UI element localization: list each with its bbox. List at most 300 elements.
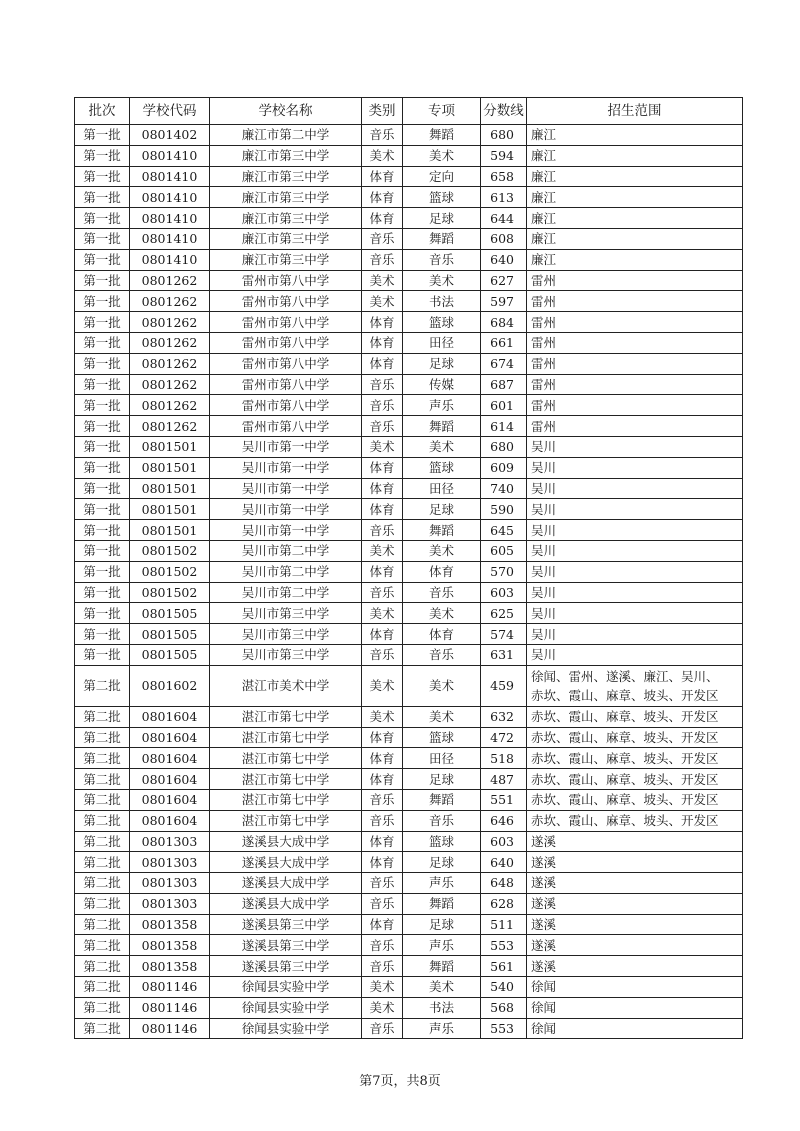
specialty-cell: 书法 [403,997,481,1018]
specialty-cell: 舞蹈 [403,228,481,249]
header-school-code: 学校代码 [130,98,210,125]
enrollment-range-cell [527,457,743,478]
school-name-cell: 吴川市第二中学 [210,582,362,603]
category-cell: 体育 [362,499,403,520]
batch-cell: 第二批 [75,893,130,914]
header-category: 类别 [362,98,403,125]
enrollment-range-line: 徐闻、雷州、遂溪、廉江、吴川、 [531,668,719,684]
category-cell: 美术 [362,436,403,457]
school-code-cell: 0801262 [130,416,210,437]
enrollment-range-line: 廉江 [531,168,557,184]
school-name-cell: 廉江市第三中学 [210,249,362,270]
enrollment-range-line: 遂溪 [531,937,557,953]
score-line-cell: 511 [481,914,527,935]
school-name-cell: 吴川市第一中学 [210,478,362,499]
category-cell: 体育 [362,748,403,769]
enrollment-range-cell [527,997,743,1018]
table-row [75,727,743,748]
enrollment-range-line: 吴川 [531,522,557,538]
enrollment-range-cell [527,166,743,187]
batch-cell: 第二批 [75,997,130,1018]
school-name-cell: 廉江市第三中学 [210,228,362,249]
table-row [75,977,743,998]
category-cell: 音乐 [362,228,403,249]
school-code-cell: 0801501 [130,436,210,457]
category-cell: 体育 [362,914,403,935]
batch-cell: 第一批 [75,166,130,187]
batch-cell: 第一批 [75,228,130,249]
enrollment-range-line: 雷州 [531,335,557,351]
header-row [75,98,743,125]
school-name-cell: 吴川市第二中学 [210,561,362,582]
table-row [75,166,743,187]
table-row [75,873,743,894]
enrollment-range-line: 赤坎、霞山、麻章、坡头、开发区 [531,709,719,725]
batch-cell: 第二批 [75,1018,130,1039]
category-cell: 音乐 [362,520,403,541]
batch-cell: 第二批 [75,748,130,769]
table-row [75,852,743,873]
batch-cell: 第一批 [75,291,130,312]
school-code-cell: 0801502 [130,561,210,582]
batch-cell: 第二批 [75,810,130,831]
school-code-cell: 0801303 [130,893,210,914]
table-row [75,997,743,1018]
batch-cell: 第一批 [75,353,130,374]
specialty-cell: 篮球 [403,727,481,748]
specialty-cell: 足球 [403,208,481,229]
score-line-cell: 568 [481,997,527,1018]
category-cell: 体育 [362,831,403,852]
category-cell: 体育 [362,561,403,582]
school-code-cell: 0801501 [130,499,210,520]
school-code-cell: 0801262 [130,291,210,312]
school-name-cell: 遂溪县第三中学 [210,935,362,956]
score-line-cell: 648 [481,873,527,894]
enrollment-range-cell [527,789,743,810]
school-code-cell: 0801505 [130,603,210,624]
category-cell: 音乐 [362,810,403,831]
batch-cell: 第一批 [75,187,130,208]
specialty-cell: 足球 [403,914,481,935]
enrollment-range-cell [527,706,743,727]
school-name-cell: 廉江市第二中学 [210,125,362,146]
school-code-cell: 0801146 [130,1018,210,1039]
score-line-cell: 632 [481,706,527,727]
school-name-cell: 雷州市第八中学 [210,270,362,291]
specialty-cell: 音乐 [403,582,481,603]
enrollment-range-cell [527,748,743,769]
batch-cell: 第二批 [75,665,130,706]
category-cell: 音乐 [362,416,403,437]
school-name-cell: 雷州市第八中学 [210,416,362,437]
enrollment-range-line: 吴川 [531,543,557,559]
enrollment-range-cell [527,852,743,873]
score-line-cell: 625 [481,603,527,624]
batch-cell: 第一批 [75,416,130,437]
enrollment-range-cell [527,603,743,624]
school-code-cell: 0801358 [130,914,210,935]
school-code-cell: 0801410 [130,208,210,229]
table-row [75,789,743,810]
specialty-cell: 声乐 [403,1018,481,1039]
table-row [75,769,743,790]
table-row [75,520,743,541]
school-code-cell: 0801505 [130,624,210,645]
table-row [75,332,743,353]
enrollment-range-line: 廉江 [531,148,557,164]
specialty-cell: 美术 [403,706,481,727]
batch-cell: 第二批 [75,935,130,956]
school-code-cell: 0801262 [130,374,210,395]
batch-cell: 第二批 [75,789,130,810]
score-line-cell: 684 [481,312,527,333]
school-code-cell: 0801502 [130,582,210,603]
school-name-cell: 雷州市第八中学 [210,291,362,312]
table-row [75,353,743,374]
school-code-cell: 0801146 [130,997,210,1018]
score-line-cell: 644 [481,208,527,229]
school-name-cell: 廉江市第三中学 [210,145,362,166]
school-name-cell: 吴川市第三中学 [210,624,362,645]
category-cell: 体育 [362,727,403,748]
category-cell: 音乐 [362,1018,403,1039]
enrollment-range-line: 廉江 [531,231,557,247]
specialty-cell: 舞蹈 [403,956,481,977]
specialty-cell: 美术 [403,145,481,166]
batch-cell: 第一批 [75,145,130,166]
enrollment-range-line: 吴川 [531,460,557,476]
table-row [75,893,743,914]
specialty-cell: 田径 [403,748,481,769]
header-specialty: 专项 [403,98,481,125]
school-code-cell: 0801501 [130,520,210,541]
batch-cell: 第二批 [75,956,130,977]
enrollment-range-cell [527,873,743,894]
batch-cell: 第一批 [75,457,130,478]
enrollment-range-cell [527,810,743,831]
school-code-cell: 0801262 [130,270,210,291]
school-name-cell: 湛江市第七中学 [210,706,362,727]
specialty-cell: 体育 [403,561,481,582]
category-cell: 体育 [362,353,403,374]
school-code-cell: 0801303 [130,873,210,894]
score-line-cell: 645 [481,520,527,541]
enrollment-range-cell [527,436,743,457]
school-name-cell: 徐闻县实验中学 [210,1018,362,1039]
batch-cell: 第一批 [75,520,130,541]
enrollment-range-cell [527,312,743,333]
score-line-cell: 459 [481,665,527,706]
school-code-cell: 0801146 [130,977,210,998]
category-cell: 美术 [362,291,403,312]
batch-cell: 第一批 [75,249,130,270]
school-code-cell: 0801604 [130,748,210,769]
category-cell: 体育 [362,332,403,353]
enrollment-range-cell [527,228,743,249]
category-cell: 音乐 [362,395,403,416]
school-name-cell: 遂溪县第三中学 [210,956,362,977]
score-line-cell: 640 [481,852,527,873]
school-name-cell: 吴川市第一中学 [210,520,362,541]
batch-cell: 第一批 [75,644,130,665]
score-line-cell: 658 [481,166,527,187]
batch-cell: 第二批 [75,852,130,873]
specialty-cell: 舞蹈 [403,893,481,914]
table-row [75,291,743,312]
score-line-cell: 561 [481,956,527,977]
enrollment-range-cell [527,956,743,977]
table-row [75,748,743,769]
table-row [75,561,743,582]
category-cell: 美术 [362,665,403,706]
category-cell: 音乐 [362,644,403,665]
category-cell: 音乐 [362,249,403,270]
table-row [75,810,743,831]
school-name-cell: 吴川市第一中学 [210,499,362,520]
enrollment-range-cell [527,499,743,520]
batch-cell: 第一批 [75,603,130,624]
enrollment-range-cell [527,893,743,914]
school-name-cell: 遂溪县大成中学 [210,831,362,852]
enrollment-range-line: 遂溪 [531,958,557,974]
score-line-cell: 614 [481,416,527,437]
school-code-cell: 0801604 [130,706,210,727]
enrollment-range-line: 徐闻 [531,1000,557,1016]
enrollment-range-line: 廉江 [531,252,557,268]
enrollment-range-cell [527,395,743,416]
enrollment-range-cell [527,332,743,353]
specialty-cell: 足球 [403,852,481,873]
school-name-cell: 吴川市第二中学 [210,540,362,561]
school-code-cell: 0801303 [130,852,210,873]
school-name-cell: 湛江市美术中学 [210,665,362,706]
enrollment-range-cell [527,208,743,229]
enrollment-range-line: 雷州 [531,356,557,372]
score-line-cell: 487 [481,769,527,790]
enrollment-range-cell [527,249,743,270]
enrollment-range-line: 赤坎、霞山、麻章、坡头、开发区 [531,729,719,745]
school-code-cell: 0801410 [130,249,210,270]
enrollment-range-cell [527,520,743,541]
table-row [75,187,743,208]
school-name-cell: 湛江市第七中学 [210,789,362,810]
school-code-cell: 0801410 [130,166,210,187]
school-name-cell: 遂溪县第三中学 [210,914,362,935]
enrollment-range-cell [527,644,743,665]
school-code-cell: 0801303 [130,831,210,852]
enrollment-range-line: 吴川 [531,626,557,642]
batch-cell: 第一批 [75,499,130,520]
enrollment-range-cell [527,291,743,312]
category-cell: 美术 [362,540,403,561]
enrollment-range-cell [527,540,743,561]
enrollment-range-cell [527,374,743,395]
category-cell: 音乐 [362,893,403,914]
school-name-cell: 雷州市第八中学 [210,374,362,395]
score-line-cell: 518 [481,748,527,769]
table-row [75,831,743,852]
category-cell: 体育 [362,208,403,229]
enrollment-range-line: 遂溪 [531,896,557,912]
table-row [75,478,743,499]
batch-cell: 第一批 [75,374,130,395]
table-row [75,270,743,291]
score-line-cell: 613 [481,187,527,208]
school-code-cell: 0801262 [130,332,210,353]
school-name-cell: 雷州市第八中学 [210,395,362,416]
enrollment-range-line: 雷州 [531,314,557,330]
school-name-cell: 遂溪县大成中学 [210,873,362,894]
enrollment-range-line: 吴川 [531,647,557,663]
batch-cell: 第二批 [75,727,130,748]
batch-cell: 第一批 [75,125,130,146]
page-footer: 第7页，共8页 [359,1074,441,1089]
enrollment-range-line: 雷州 [531,397,557,413]
score-line-cell: 640 [481,249,527,270]
score-line-cell: 594 [481,145,527,166]
category-cell: 体育 [362,166,403,187]
table-row [75,416,743,437]
specialty-cell: 舞蹈 [403,125,481,146]
score-line-cell: 570 [481,561,527,582]
enrollment-range-line: 赤坎、霞山、麻章、坡头、开发区 [531,771,719,787]
score-line-cell: 590 [481,499,527,520]
category-cell: 音乐 [362,374,403,395]
score-line-cell: 597 [481,291,527,312]
school-code-cell: 0801505 [130,644,210,665]
enrollment-range-line: 吴川 [531,564,557,580]
specialty-cell: 书法 [403,291,481,312]
score-line-cell: 631 [481,644,527,665]
table-body [75,125,743,1039]
batch-cell: 第一批 [75,332,130,353]
specialty-cell: 足球 [403,499,481,520]
score-line-cell: 603 [481,582,527,603]
batch-cell: 第二批 [75,831,130,852]
enrollment-range-cell [527,727,743,748]
school-name-cell: 廉江市第三中学 [210,187,362,208]
school-name-cell: 吴川市第三中学 [210,603,362,624]
specialty-cell: 定向 [403,166,481,187]
table-row [75,457,743,478]
specialty-cell: 足球 [403,769,481,790]
category-cell: 体育 [362,852,403,873]
category-cell: 美术 [362,706,403,727]
enrollment-range-line: 遂溪 [531,854,557,870]
batch-cell: 第二批 [75,706,130,727]
score-line-cell: 603 [481,831,527,852]
table-row [75,395,743,416]
enrollment-range-line: 遂溪 [531,833,557,849]
enrollment-range-cell [527,125,743,146]
specialty-cell: 美术 [403,270,481,291]
category-cell: 体育 [362,187,403,208]
score-line-cell: 551 [481,789,527,810]
table-row [75,644,743,665]
batch-cell: 第二批 [75,769,130,790]
school-code-cell: 0801410 [130,228,210,249]
score-line-cell: 627 [481,270,527,291]
batch-cell: 第一批 [75,561,130,582]
score-line-cell: 601 [481,395,527,416]
specialty-cell: 田径 [403,332,481,353]
specialty-cell: 传媒 [403,374,481,395]
school-name-cell: 湛江市第七中学 [210,769,362,790]
enrollment-range-line: 廉江 [531,189,557,205]
school-code-cell: 0801402 [130,125,210,146]
school-code-cell: 0801604 [130,769,210,790]
enrollment-range-cell [527,478,743,499]
school-code-cell: 0801410 [130,145,210,166]
batch-cell: 第一批 [75,540,130,561]
school-code-cell: 0801358 [130,935,210,956]
batch-cell: 第一批 [75,582,130,603]
score-line-cell: 574 [481,624,527,645]
school-name-cell: 雷州市第八中学 [210,332,362,353]
specialty-cell: 声乐 [403,395,481,416]
school-code-cell: 0801501 [130,478,210,499]
category-cell: 美术 [362,145,403,166]
batch-cell: 第二批 [75,914,130,935]
score-line-cell: 553 [481,935,527,956]
specialty-cell: 美术 [403,540,481,561]
enrollment-range-line: 遂溪 [531,917,557,933]
enrollment-range-cell [527,582,743,603]
score-line-cell: 646 [481,810,527,831]
batch-cell: 第一批 [75,478,130,499]
specialty-cell: 舞蹈 [403,416,481,437]
school-code-cell: 0801604 [130,727,210,748]
enrollment-range-line: 吴川 [531,439,557,455]
enrollment-range-line: 吴川 [531,605,557,621]
score-line-cell: 609 [481,457,527,478]
school-code-cell: 0801502 [130,540,210,561]
enrollment-range-line: 吴川 [531,480,557,496]
enrollment-range-cell [527,665,743,706]
header-batch: 批次 [75,98,130,125]
school-name-cell: 遂溪县大成中学 [210,852,362,873]
score-line-cell: 628 [481,893,527,914]
specialty-cell: 足球 [403,353,481,374]
table-row [75,1018,743,1039]
school-code-cell: 0801501 [130,457,210,478]
table-row [75,208,743,229]
batch-cell: 第一批 [75,208,130,229]
score-line-cell: 605 [481,540,527,561]
score-line-cell: 680 [481,125,527,146]
specialty-cell: 音乐 [403,644,481,665]
batch-cell: 第二批 [75,873,130,894]
table-row [75,935,743,956]
admission-score-table [74,97,743,1039]
specialty-cell: 篮球 [403,187,481,208]
enrollment-range-cell [527,914,743,935]
enrollment-range-cell [527,561,743,582]
score-line-cell: 740 [481,478,527,499]
table-row [75,374,743,395]
table-row [75,706,743,727]
school-name-cell: 湛江市第七中学 [210,748,362,769]
category-cell: 音乐 [362,582,403,603]
table-header [75,98,743,125]
specialty-cell: 舞蹈 [403,520,481,541]
enrollment-range-line: 赤坎、霞山、麻章、坡头、开发区 [531,813,719,829]
school-code-cell: 0801602 [130,665,210,706]
specialty-cell: 篮球 [403,457,481,478]
score-line-cell: 687 [481,374,527,395]
table-row [75,249,743,270]
